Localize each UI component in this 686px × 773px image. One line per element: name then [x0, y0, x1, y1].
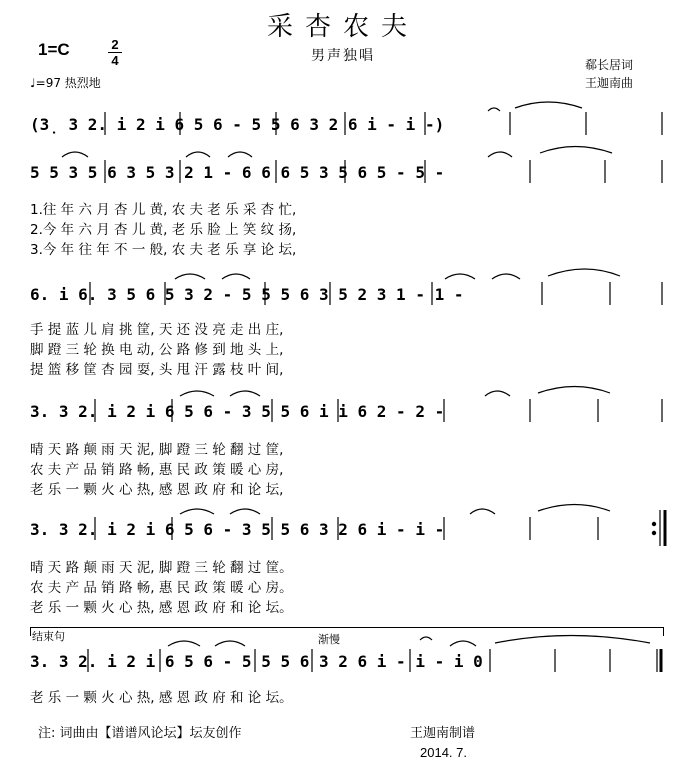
ending-label: 结束句 — [32, 630, 65, 643]
notation-row-1: 5 5 3 5 6 3 5 3 2 1 - 6 6 6 5 3 5 6 5 - 5 - — [30, 163, 445, 182]
transcription-date: 2014. 7. — [420, 745, 467, 760]
ending-bracket — [30, 627, 664, 636]
notation-row-3: 3. 3 2. i 2 i 6 5 6 - 3 5 5 6 i i 6 2 - 2 - — [30, 402, 445, 421]
transcriber-credit: 王迦南制谱 — [410, 726, 476, 741]
footer-note: 注: 词曲由【谱谱风论坛】坛友创作 — [38, 726, 242, 741]
lyric-verse-3: 3.今 年 往 年 不 一 般, 农 夫 老 乐 享 论 坛, — [30, 242, 297, 258]
lyric-line-10: 晴 天 路 颠 雨 天 泥, 脚 蹬 三 轮 翻 过 筐。 — [30, 560, 293, 576]
ritardando-label: 渐慢 — [318, 633, 340, 646]
meter-top: 2 — [111, 37, 119, 52]
performance-type: 男声独唱 — [311, 48, 375, 64]
lyric-line-8: 农 夫 产 品 销 路 畅, 惠 民 政 策 暖 心 房, — [30, 462, 284, 478]
lyric-verse-1: 1.往 年 六 月 杏 儿 黄, 农 夫 老 乐 采 杏 忙, — [30, 202, 297, 218]
lyric-line-7: 晴 天 路 颠 雨 天 泥, 脚 蹬 三 轮 翻 过 筐, — [30, 442, 284, 458]
notation-row-4: 3. 3 2. i 2 i 6 5 6 - 3 5 5 6 3 2 6 i - i - — [30, 520, 445, 539]
lyric-line-6: 提 篮 移 筐 杏 园 耍, 头 甩 汗 露 枝 叶 间, — [30, 362, 284, 378]
meter-bottom: 4 — [111, 53, 119, 68]
notation-row-5: 3. 3 2. i 2 i 6 5 6 - 5 5 5 6 3 2 6 i - i - i 0 — [30, 652, 483, 671]
lyric-line-12: 老 乐 一 颗 火 心 热, 感 恩 政 府 和 论 坛。 — [30, 600, 293, 616]
song-title: 采杏农夫 — [266, 12, 419, 42]
time-signature — [108, 38, 122, 67]
lyric-line-13: 老 乐 一 颗 火 心 热, 感 恩 政 府 和 论 坛。 — [30, 690, 293, 706]
lyricist-credit: 郗长居词 — [585, 58, 634, 72]
lyric-line-11: 农 夫 产 品 销 路 畅, 惠 民 政 策 暖 心 房。 — [30, 580, 293, 596]
tempo-marking: ♩=97 热烈地 — [30, 76, 101, 90]
lyric-line-5: 脚 蹬 三 轮 换 电 动, 公 路 修 到 地 头 上, — [30, 342, 284, 358]
lyric-line-9: 老 乐 一 颗 火 心 热, 感 恩 政 府 和 论 坛, — [30, 482, 284, 498]
notation-intro: (3̣ 3 2. i 2 i 6 5 6 - 5 5 6 3 2 6 i - i -) — [30, 115, 445, 134]
lyric-line-4: 手 提 蓝 儿 肩 挑 筐, 天 还 没 亮 走 出 庄, — [30, 322, 284, 338]
lyric-verse-2: 2.今 年 六 月 杏 儿 黄, 老 乐 脸 上 笑 纹 扬, — [30, 222, 297, 238]
composer-credit: 王迦南曲 — [585, 76, 634, 90]
notation-row-2: 6. i 6. 3 5 6 5 3 2 - 5 5 5 6 3 5 2 3 1 - 1 - — [30, 285, 464, 304]
key-signature: 1=C — [38, 40, 70, 59]
